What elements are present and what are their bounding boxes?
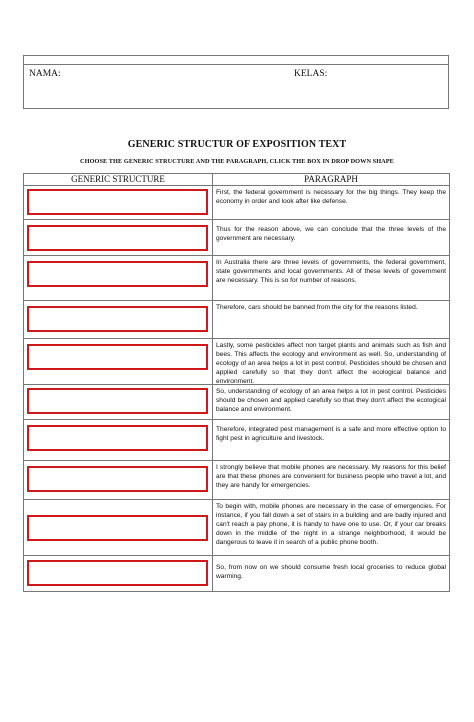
structure-dropdown-9[interactable] [27, 515, 208, 541]
paragraph-text: In Australia there are three levels of governments, the federal government, state governments and local governments. All of these levels of government are necessary. This is so for number of reasons. [216, 259, 446, 284]
table-row [24, 301, 449, 339]
structure-dropdown-7[interactable] [27, 425, 208, 451]
paragraph-text: So, understanding of ecology of an area helps a lot in pest control. Pesticides should be chosen and applied carefully so that they don't affect the ecological balance and environment. [216, 388, 446, 413]
table-row [24, 500, 449, 556]
paragraph-text: So, from now on we should consume fresh local groceries to reduce global warming. [216, 564, 446, 580]
structure-dropdown-3[interactable] [27, 261, 208, 287]
structure-dropdown-4[interactable] [27, 306, 208, 332]
header-divider [24, 64, 448, 65]
paragraph-text: Thus for the reason above, we can conclude that the three levels of the government are necessary. [216, 226, 446, 242]
table-header [24, 174, 449, 186]
structure-table [23, 173, 450, 592]
paragraph-text: First, the federal government is necessary for the big things. They keep the economy in order and look after like defense. [216, 189, 446, 205]
table-row [24, 420, 449, 461]
structure-dropdown-10[interactable] [27, 560, 208, 586]
structure-dropdown-5[interactable] [27, 344, 208, 370]
paragraph-text: Therefore, cars should be banned from the city for the reasons listed. [216, 304, 418, 311]
table-row [24, 385, 449, 420]
paragraph-text: Lastly, some pesticides affect non target plants and animals such as fish and bees. This affects the ecology and environment as well. So, understanding of ecology of an area helps a lot in pest control. Pesticides should be chosen and applied carefully so that they don't affect the ecological balance and environment. [216, 342, 446, 384]
table-row [24, 256, 449, 301]
column-header-paragraph: PARAGRAPH [304, 174, 358, 184]
structure-dropdown-8[interactable] [27, 466, 208, 492]
table-row [24, 186, 449, 220]
student-info-box [23, 55, 449, 109]
structure-dropdown-6[interactable] [27, 388, 208, 414]
table-row [24, 339, 449, 385]
table-row [24, 556, 449, 591]
class-label: KELAS: [294, 69, 328, 79]
name-label: NAMA: [29, 69, 61, 79]
worksheet-title: GENERIC STRUCTUR OF EXPOSITION TEXT [127, 139, 347, 150]
paragraph-text: Therefore, integrated pest management is a safe and more effective option to fight pest in agriculture and livestock. [216, 426, 446, 442]
table-row [24, 220, 449, 256]
structure-dropdown-2[interactable] [27, 225, 208, 251]
paragraph-text: I strongly believe that mobile phones are necessary. My reasons for this belief are that these phones are convenient for business people who travel a lot, and they are handy for emergencies. [216, 464, 446, 489]
paragraph-text: To begin with, mobile phones are necessary in the case of emergencies. For instance, if you fall down a set of stairs in a building and are badly injured and can't reach a pay phone, it is handy to have one to use. Or, if your car breaks down in the middle of the night in a strange neighborhood, it would be dangerous to leave it in search of a public phone booth. [216, 503, 446, 546]
structure-dropdown-1[interactable] [27, 189, 208, 215]
column-header-structure: GENERIC STRUCTURE [24, 174, 213, 185]
table-row [24, 461, 449, 500]
worksheet-instruction: CHOOSE THE GENERIC STRUCTURE AND THE PARAGRAPH, CLICK THE BOX IN DROP DOWN SHAPE [80, 158, 394, 165]
